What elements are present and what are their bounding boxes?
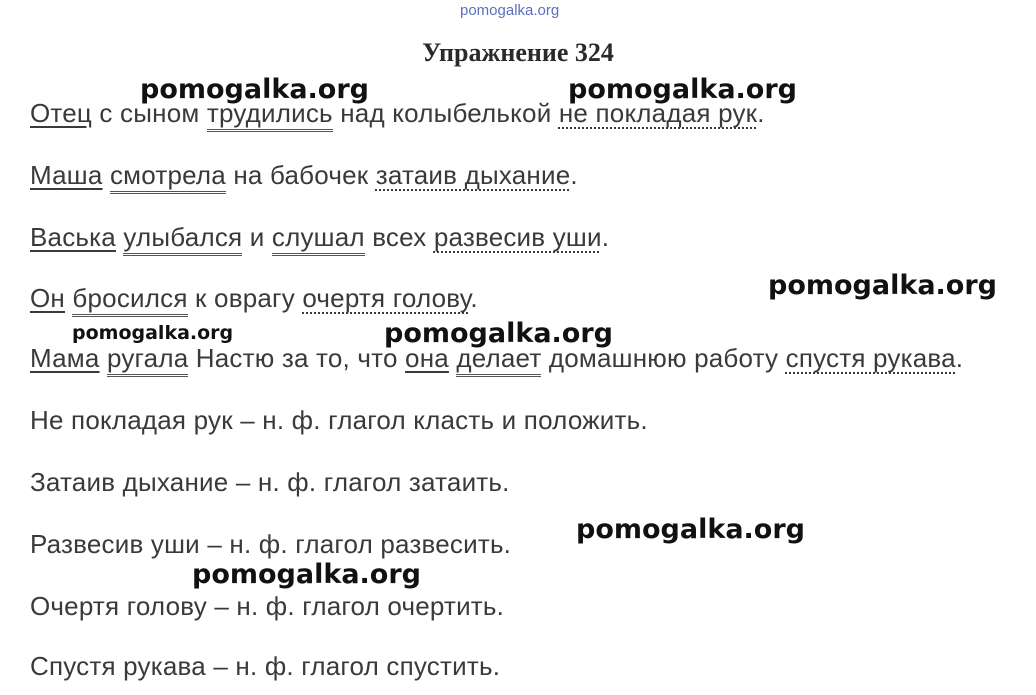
watermark: pomogalka.org <box>768 270 997 301</box>
definition-2: Затаив дыхание – н. ф. глагол затаить. <box>30 467 510 497</box>
sentence-4-adverbial: очертя голову <box>302 283 471 313</box>
sentence-4-text: к оврагу <box>187 283 303 313</box>
sentence-3-adverbial: развесив уши <box>433 222 602 252</box>
sentence-5-text: . <box>955 343 964 373</box>
sentence-5-subject: она <box>405 343 449 373</box>
sentence-3 <box>30 222 609 253</box>
sentence-5-text <box>100 343 107 373</box>
sentence-5-predicate: делает <box>456 343 541 377</box>
watermark: pomogalka.org <box>140 74 369 105</box>
watermark: pomogalka.org <box>576 514 805 545</box>
sentence-2-adverbial: затаив дыхание <box>375 160 571 190</box>
sentence-2-text <box>103 160 110 190</box>
watermark: pomogalka.org <box>568 74 797 105</box>
sentence-2-text: . <box>570 160 578 190</box>
sentence-1-predicate: трудились <box>207 98 333 132</box>
definition-3: Развесив уши – н. ф. глагол развесить. <box>30 529 512 559</box>
sentence-5-text: Настю за то, что <box>188 343 406 373</box>
definition-5: Спустя рукава – н. ф. глагол спустить. <box>30 651 501 681</box>
sentence-5-adverbial: спустя рукава <box>785 343 956 373</box>
sentence-4-predicate: бросился <box>72 283 187 317</box>
sentence-4 <box>30 283 478 314</box>
sentence-3-text: . <box>601 222 610 252</box>
sentence-1-adverbial: не покладая рук <box>558 98 758 128</box>
definition-4: Очертя голову – н. ф. глагол очертить. <box>30 591 505 621</box>
sentence-1-text: с сыном <box>92 98 207 128</box>
watermark: pomogalka.org <box>384 318 613 349</box>
sentence-2 <box>30 160 578 191</box>
sentence-3-predicate: слушал <box>272 222 365 256</box>
sentence-2-text: на бабочек <box>225 160 376 190</box>
exercise-title: Упражнение 324 <box>422 38 614 67</box>
sentence-3-subject: Васька <box>30 222 116 252</box>
sentence-2-subject: Маша <box>30 160 103 190</box>
sentence-1-subject: Отец <box>30 98 92 128</box>
sentence-1-text: . <box>757 98 765 128</box>
sentence-1-text: над колыбелькой <box>332 98 559 128</box>
sentence-3-predicate: улыбался <box>123 222 242 256</box>
top-watermark: pomogalka.org <box>460 2 560 19</box>
sentence-2-predicate: смотрела <box>110 160 226 194</box>
watermark: pomogalka.org <box>192 559 421 590</box>
sentence-4-subject: Он <box>30 283 65 313</box>
definition-1: Не покладая рук – н. ф. глагол класть и положить. <box>30 405 648 435</box>
sentence-3-text: и <box>242 222 272 252</box>
sentence-5-text: домашнюю работу <box>541 343 786 373</box>
sentence-5-subject: Мама <box>30 343 100 373</box>
watermark: pomogalka.org <box>72 322 234 344</box>
sentence-4-text: . <box>470 283 478 313</box>
sentence-3-text: всех <box>364 222 434 252</box>
sentence-5-predicate: ругала <box>107 343 188 377</box>
